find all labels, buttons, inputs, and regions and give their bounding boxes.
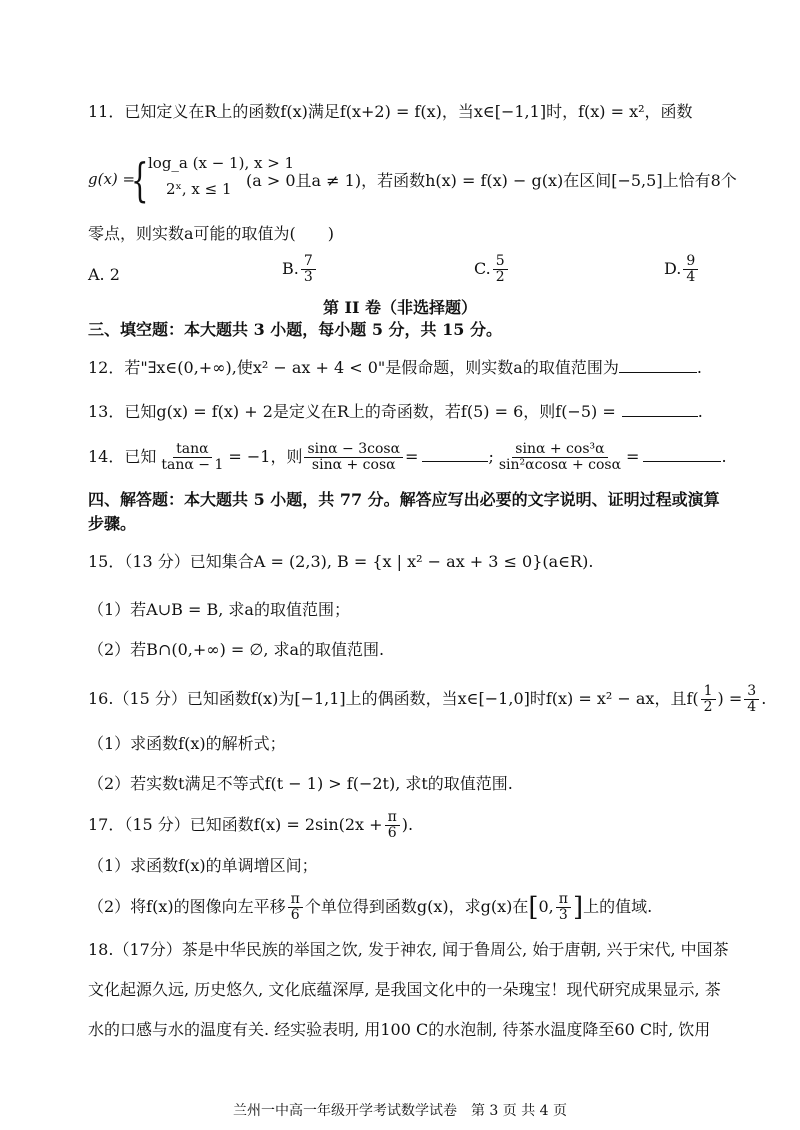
q14-answer-blank-1[interactable]	[422, 447, 488, 462]
q16-half-fraction: $\frac{1}{2}$	[701, 684, 716, 715]
q15-part1: （1）若A∪B = B, 求a的取值范围；	[88, 600, 350, 619]
section4-heading-line2: 步骤。	[88, 514, 137, 533]
q12-answer-blank[interactable]	[619, 358, 697, 373]
q18-line2: 文化起源久远, 历史悠久, 文化底蕴深厚, 是我国文化中的一朵瑰宝！现代研究成果显示, 茶	[88, 980, 721, 999]
q11-option-b	[282, 254, 318, 285]
option-d-fraction: $\frac{9}{4}$	[683, 254, 698, 285]
right-bracket: ]	[572, 892, 584, 923]
q12-text: 12．若"∃x∈(0,+∞),使x² − ax + 4 < 0"是假命题，则实数a的取值范围为	[88, 358, 619, 377]
q14-answer-blank-2[interactable]	[643, 447, 721, 462]
q17-part1: （1）求函数f(x)的单调增区间；	[88, 856, 318, 875]
q17-shift-fraction: $\frac{\pi}{6}$	[288, 892, 303, 923]
q16-part2: （2）若实数t满足不等式f(t − 1) > f(−2t), 求t的取值范围.	[88, 774, 513, 793]
q13-answer-blank[interactable]	[622, 402, 698, 417]
option-c-fraction: $\frac{5}{2}$	[493, 254, 508, 285]
q17-interval-fraction: $\frac{\pi}{3}$	[556, 892, 571, 923]
option-b-label: B.	[282, 259, 299, 278]
left-bracket: [	[528, 892, 539, 923]
q18-line3: 水的口感与水的温度有关. 经实验表明, 用100 C的水泡制, 待茶水温度降至60 C时, 饮用	[88, 1020, 711, 1039]
q11-g-prefix: g(x) =	[88, 170, 136, 188]
q14-pre: 14．已知	[88, 447, 157, 466]
option-b-fraction: $\frac{7}{3}$	[301, 254, 316, 285]
q11-line3: 零点，则实数a可能的取值为( )	[88, 224, 335, 243]
option-c-label: C.	[474, 259, 491, 278]
q14: 14．已知 $\frac{\tan\alpha}{\tan\alpha - 1}$ = −1，则 $\frac{\sin\alpha - 3\cos\alpha}{\sin\alpha + \cos\alpha}$ = ; $\frac{\text{sinα + cos³α}}{\text{sin²αcosα + cosα}}$ = .	[88, 441, 727, 473]
q11-brace: {	[131, 153, 149, 207]
q18-line1: 18.（17分）茶是中华民族的举国之饮, 发于神农, 闻于鲁周公, 始于唐朝, 兴于宋代, 中国茶	[88, 940, 729, 959]
q13: 13．已知g(x) = f(x) + 2是定义在R上的奇函数，若f(5) = 6，则f(−5) = .	[88, 402, 703, 421]
section2-title: 第 II 卷（非选择题）	[322, 298, 478, 317]
q11-option-c	[474, 254, 510, 285]
page-footer: 兰州一中高一年级开学考试数学试卷 第 3 页 共 4 页	[232, 1103, 568, 1119]
q13-text: 13．已知g(x) = f(x) + 2是定义在R上的奇函数，若f(5) = 6，则f(−5) =	[88, 402, 616, 421]
q15-part2: （2）若B∩(0,+∞) = ∅, 求a的取值范围.	[88, 640, 385, 659]
option-d-label: D.	[664, 259, 682, 278]
q14-fraction-2: $\frac{\text{sinα + cos³α}}{\text{sin²αcosα + cosα}}$	[498, 441, 622, 473]
section3-heading: 三、填空题：本大题共 3 小题，每小题 5 分，共 15 分。	[88, 320, 502, 339]
q12: 12．若"∃x∈(0,+∞),使x² − ax + 4 < 0"是假命题，则实数a的取值范围为 .	[88, 358, 702, 377]
q16-value-fraction: $\frac{3}{4}$	[744, 684, 759, 715]
q17-part2: （2）将f(x)的图像向左平移 $\frac{\pi}{6}$ 个单位得到函数g(x)，求g(x)在[0, $\frac{\pi}{3}$ ]上的值域.	[88, 891, 653, 923]
q14-fraction-1: $\frac{\sin\alpha - 3\cos\alpha}{\sin\alpha + \cos\alpha}$	[304, 442, 403, 473]
q15-stem: 15．（13 分）已知集合A = (2,3), B = {x | x² − ax + 3 ≤ 0}(a∈R).	[88, 552, 594, 571]
q11-option-d	[664, 254, 700, 285]
q16-stem: 16.（15 分）已知函数f(x)为[−1,1]上的偶函数，当x∈[−1,0]时f(x) = x² − ax，且f( $\frac{1}{2}$ ) = $\frac{3}{4}$ .	[88, 683, 767, 715]
q11-option-a: A. 2	[88, 265, 120, 284]
q17-stem: 17．（15 分）已知函数f(x) = 2sin(2x + $\frac{\pi}{6}$ ).	[88, 809, 414, 841]
section4-heading-line1: 四、解答题：本大题共 5 小题，共 77 分。解答应写出必要的文字说明、证明过程或演算	[88, 490, 720, 509]
q11-line1: 11．已知定义在R上的函数f(x)满足f(x+2) = f(x)，当x∈[−1,1]时，f(x) = x²，函数	[88, 102, 693, 121]
q17-pi-over-6: $\frac{\pi}{6}$	[385, 810, 400, 841]
q11-case2: 2ˣ, x ≤ 1	[166, 180, 232, 198]
q16-part1: （1）求函数f(x)的解析式；	[88, 734, 286, 753]
q14-fraction-given: $\frac{\tan\alpha}{\tan\alpha - 1}$	[161, 441, 224, 473]
q11-condition: (a > 0且a ≠ 1)，若函数h(x) = f(x) − g(x)在区间[−5,5]上恰有8个	[246, 171, 737, 190]
q11-case1: log_a (x − 1), x > 1	[148, 154, 295, 172]
